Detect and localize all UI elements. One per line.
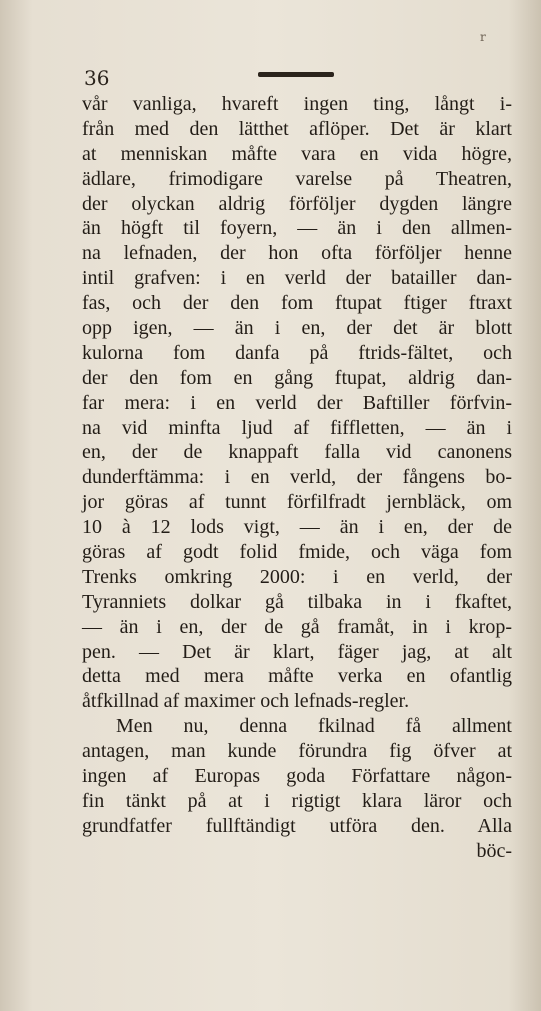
text-line: detta med mera måfte verka en ofantlig: [82, 665, 512, 688]
corner-mark: r: [480, 30, 486, 44]
catchword: böc-: [476, 839, 512, 862]
text-line: en, der de knappaft falla vid canonens: [82, 441, 512, 464]
text-line: jor göras af tunnt förfilfradt jernbläck, om: [82, 491, 512, 514]
text-line: dunderftämma: i en verld, der fångens bo-: [82, 466, 512, 489]
text-line: göras af godt folid fmide, och väga fom: [82, 541, 512, 564]
text-line: at menniskan måfte vara en vida högre,: [82, 142, 512, 165]
text-line: pen. — Det är klart, fäger jag, at alt: [82, 640, 512, 663]
text-line: fin tänkt på at i rigtigt klara läror och: [82, 789, 512, 812]
text-line: antagen, man kunde förundra fig öfver at: [82, 740, 512, 763]
text-line: intil grafven: i en verld der batailler dan-: [82, 267, 512, 290]
text-line: Trenks omkring 2000: i en verld, der: [82, 565, 512, 588]
text-line: grundfatfer fullftändigt utföra den. Alla: [82, 814, 512, 837]
text-line: — än i en, der de gå framåt, in i krop-: [82, 615, 512, 638]
page-number: 36: [84, 66, 110, 90]
text-line: än högft til foyern, — än i den allmen-: [82, 217, 512, 240]
text-line: ädlare, frimodigare varelse på Theatren,: [82, 167, 512, 190]
text-line: na vid minfta ljud af fiffletten, — än i: [82, 416, 512, 439]
text-line: vår vanliga, hvareft ingen ting, långt i-: [82, 93, 512, 115]
text-line: kulorna fom danfa på ftrids-fältet, och: [82, 341, 512, 364]
text-line: opp igen, — än i en, der det är blott: [82, 317, 512, 340]
text-line: fas, och der den fom ftupat ftiger ftraxt: [82, 292, 512, 315]
text-line: far mera: i en verld der Baftiller förfvin-: [82, 391, 512, 414]
text-line: der olyckan aldrig förföljer dygden längre: [82, 192, 512, 215]
header-rule: [258, 72, 334, 77]
body-text: [82, 92, 512, 864]
text-line: der den fom en gång ftupat, aldrig dan-: [82, 366, 512, 389]
text-line: från med den lätthet aflöper. Det är klart: [82, 117, 512, 140]
paragraph-end-line: åtfkillnad af maximer och lefnads-regler.: [82, 690, 410, 713]
text-line: ingen af Europas goda Författare någon-: [82, 765, 512, 788]
text-line: na lefnaden, der hon ofta förföljer henne: [82, 242, 512, 265]
text-line: 10 à 12 lods vigt, — än i en, der de: [82, 516, 512, 539]
text-line: Tyranniets dolkar gå tilbaka in i fkaftet,: [82, 590, 512, 613]
paragraph-start-line: Men nu, denna fkilnad få allment: [116, 715, 512, 738]
